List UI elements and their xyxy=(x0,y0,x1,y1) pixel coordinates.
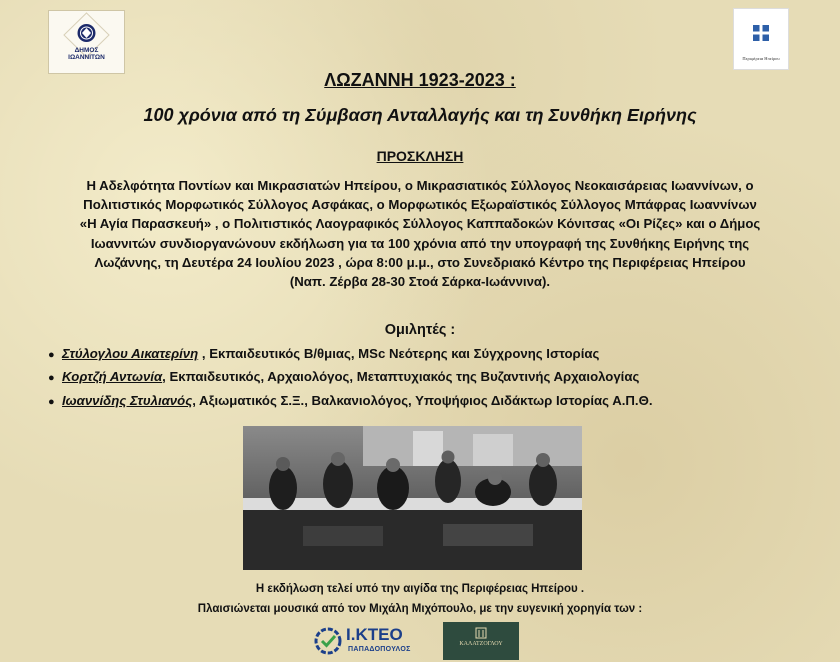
body-line: Ιωαννιτών συνδιοργανώνουν εκδήλωση για τα 100 χρόνια από την υπογραφή της Συνθήκης Ειρήνης της xyxy=(90,235,750,251)
municipality-logo-text: ΔΗΜΟΣ ΙΩΑΝΝΙΤΩΝ xyxy=(68,47,105,61)
event-subtitle: 100 χρόνια από τη Σύμβαση Ανταλλαγής και τη Συνθήκη Ειρήνης xyxy=(143,105,697,125)
body-line: (Ναπ. Ζέρβα 28-30 Στοά Σάρκα-Ιωάννινα). xyxy=(289,274,551,290)
historic-photo xyxy=(243,426,582,570)
sponsor-kalatzoglou-logo xyxy=(443,622,519,660)
speaker-description: , Αξιωματικός Σ.Ξ., Βαλκανιολόγος, Υποψήφιος Διδάκτωρ Ιστορίας Α.Π.Θ. xyxy=(192,392,653,408)
bullet-icon: ● xyxy=(48,395,55,408)
building-icon xyxy=(443,623,519,641)
sponsor-ikteo-subtitle: ΠΑΠΑΔΟΠΟΥΛΟΣ xyxy=(348,646,411,653)
speakers-list xyxy=(48,346,808,416)
speaker-item xyxy=(48,393,808,416)
speaker-name: Στύλογλου Αικατερίνη xyxy=(62,346,199,361)
speaker-name: Κορτζή Αντωνία xyxy=(62,369,163,385)
region-logo xyxy=(733,8,789,70)
body-line: Η Αδελφότητα Ποντίων και Μικρασιατών Ηπείρου, ο Μικρασιατικός Σύλλογος Νεοκαισάρειας Ιωαννίνων, ο xyxy=(86,178,754,193)
speaker-description: , Εκπαιδευτικός Β/θμιας, MSc Νεότερης και Σύγχρονης Ιστορίας xyxy=(198,346,600,361)
speaker-item xyxy=(48,346,808,369)
speakers-heading: Ομιλητές : xyxy=(384,322,456,338)
music-sponsorship-text: Πλαισιώνεται μουσικά από τον Μιχάλη Μιχόπουλο, με την ευγενική χορηγία των : xyxy=(197,603,643,615)
municipality-emblem-icon xyxy=(49,11,124,73)
sponsor-kalatzoglou-name: ΚΑΛΑΤΖΟΓΛΟΥ xyxy=(459,641,503,647)
region-logo-text: Περιφέρεια Ηπείρου xyxy=(742,56,780,61)
greek-flag-emblem-icon xyxy=(734,9,788,55)
speaker-item xyxy=(48,369,808,392)
sponsor-ikteo-name: Ι.ΚΤΕΟ xyxy=(346,625,403,644)
event-title: ΛΩΖΑΝΝΗ 1923-2023 : xyxy=(324,70,516,90)
treaty-signing-photo-icon xyxy=(243,426,582,570)
municipality-logo xyxy=(48,10,125,74)
speaker-name: Ιωαννίδης Στυλιανός xyxy=(62,392,193,408)
sponsor-ikteo-logo xyxy=(312,622,424,660)
gear-check-icon xyxy=(312,625,344,657)
bullet-icon: ● xyxy=(48,349,55,361)
body-line: Πολιτιστικός Μορφωτικός Σύλλογος Ασφάκας, ο Μορφωτικός Εξωραϊστικός Σύλλογος Μπάφρας Ιωαννίνων xyxy=(83,197,757,213)
invitation-body xyxy=(0,176,840,291)
body-line: «Η Αγία Παρασκευή» , ο Πολιτιστικός Λαογραφικός Σύλλογος Καππαδοκών Κόνιτσας «Οι Ρίζες» και ο Δήμος xyxy=(79,216,761,232)
auspices-text: Η εκδήλωση τελεί υπό την αιγίδα της Περιφέρειας Ηπείρου . xyxy=(255,583,585,595)
bullet-icon: ● xyxy=(48,372,55,385)
body-line: Λωζάννης, τη Δευτέρα 24 Ιουλίου 2023 , ώρα 8:00 μ.μ., στο Συνεδριακό Κέντρο της Περιφέρειας Ηπείρου xyxy=(94,254,746,270)
speaker-description: , Εκπαιδευτικός, Αρχαιολόγος, Μεταπτυχιακός της Βυζαντινής Αρχαιολογίας xyxy=(162,369,640,385)
invitation-heading: ΠΡΟΣΚΛΗΣΗ xyxy=(376,148,464,164)
